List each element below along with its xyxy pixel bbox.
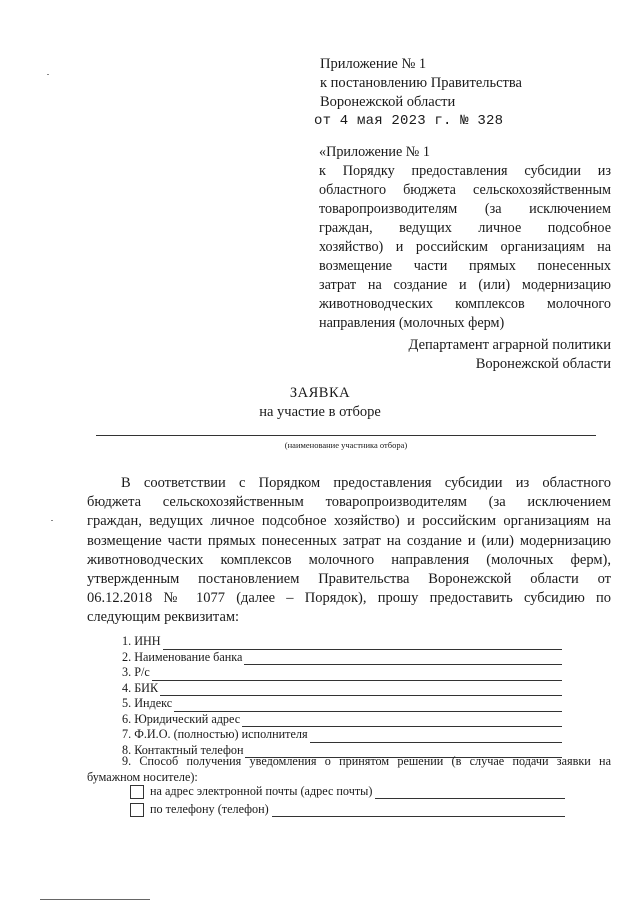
- question-line: 9. Способ получения уведомления о принятом решении (в случае подачи заявки на: [122, 754, 611, 768]
- body-paragraph: [87, 474, 611, 628]
- appendix-line: затрат на создание и (или) модернизацию: [319, 277, 611, 293]
- field-label: 1. ИНН: [122, 634, 161, 648]
- department-block: [409, 336, 611, 374]
- header-block: [320, 55, 522, 112]
- field-input-line[interactable]: [152, 669, 562, 681]
- body-line: граждан, ведущих личное подсобное хозяйство) и российским организациям на: [87, 513, 611, 530]
- decree-date-stamp: от 4 мая 2023 г. № 328: [314, 113, 504, 129]
- field-bik: [122, 681, 562, 697]
- header-line-2: к постановлению Правительства: [320, 75, 522, 91]
- option-email: [130, 784, 565, 799]
- scan-speck: [47, 74, 49, 75]
- header-line-3: Воронежской области: [320, 94, 456, 110]
- option-phone: [130, 802, 565, 817]
- body-line: В соответствии с Порядком предоставления субсидии из областного: [121, 475, 611, 491]
- field-input-line[interactable]: [244, 653, 562, 665]
- field-input-line[interactable]: [310, 731, 562, 743]
- email-checkbox[interactable]: [130, 785, 144, 799]
- appendix-line: товаропроизводителям (за исключением: [319, 201, 611, 217]
- document-title: ЗАЯВКА: [289, 385, 351, 401]
- field-input-line[interactable]: [160, 684, 562, 696]
- field-label: 8. Контактный телефон: [122, 742, 244, 757]
- question-line: бумажном носителе):: [87, 769, 198, 784]
- body-line: 06.12.2018 № 1077 (далее – Порядок), прошу предоставить субсидию по: [87, 590, 611, 607]
- field-label: 2. Наименование банка: [122, 649, 243, 664]
- appendix-line: «Приложение № 1: [319, 144, 430, 160]
- phone-checkbox[interactable]: [130, 803, 144, 817]
- body-line: утвержденным постановлением Правительства Воронежской области от: [87, 571, 611, 588]
- body-line: следующим реквизитам:: [87, 609, 240, 626]
- appendix-line: направления (молочных ферм): [319, 315, 505, 331]
- footer-rule: [40, 899, 150, 900]
- participant-name-caption: (наименование участника отбора): [284, 440, 408, 450]
- appendix-line: к Порядку предоставления субсидии из: [319, 163, 611, 179]
- field-account: [122, 665, 562, 681]
- department-line-1: Департамент аграрной политики: [408, 337, 611, 353]
- field-input-line[interactable]: [163, 638, 562, 650]
- email-input-line[interactable]: [375, 788, 565, 799]
- body-line: возмещение части прямых понесенных затрат на создание и (или) модернизацию: [87, 532, 611, 549]
- appendix-line: животноводческих комплексов молочного: [319, 296, 611, 312]
- appendix-block: [319, 143, 611, 333]
- participant-name-field[interactable]: [96, 435, 596, 436]
- field-legal-address: [122, 712, 562, 728]
- scan-speck: [51, 520, 53, 521]
- field-label: 7. Ф.И.О. (полностью) исполнителя: [122, 727, 308, 741]
- appendix-line: областного бюджета сельскохозяйственным: [319, 182, 611, 198]
- field-label: 4. БИК: [122, 680, 159, 695]
- body-line: животноводческих комплексов молочного направления (молочных ферм),: [87, 551, 611, 568]
- field-label: 5. Индекс: [122, 696, 173, 710]
- option-label: по телефону (телефон): [150, 802, 269, 816]
- field-bank-name: [122, 650, 562, 666]
- field-label: 6. Юридический адрес: [122, 711, 241, 726]
- body-line: бюджета сельскохозяйственным товаропроизводителям (за исключением: [87, 494, 611, 511]
- notification-method-question: [87, 754, 611, 785]
- appendix-line: возмещение части прямых понесенных: [319, 258, 611, 274]
- field-executor-name: [122, 727, 562, 743]
- option-label: на адрес электронной почты (адрес почты): [150, 784, 373, 798]
- appendix-line: хозяйство) и российским организациям на: [319, 239, 611, 255]
- appendix-line: граждан, ведущих личное подсобное: [319, 220, 611, 236]
- phone-input-line[interactable]: [272, 806, 565, 817]
- field-postal-index: [122, 696, 562, 712]
- field-input-line[interactable]: [174, 700, 562, 712]
- department-line-2: Воронежской области: [475, 356, 611, 372]
- header-line-1: Приложение № 1: [320, 56, 427, 72]
- field-input-line[interactable]: [242, 715, 562, 727]
- field-inn: [122, 634, 562, 650]
- document-subtitle: на участие в отборе: [259, 404, 381, 420]
- requisites-list: [122, 634, 562, 758]
- field-label: 3. Р/с: [122, 665, 150, 679]
